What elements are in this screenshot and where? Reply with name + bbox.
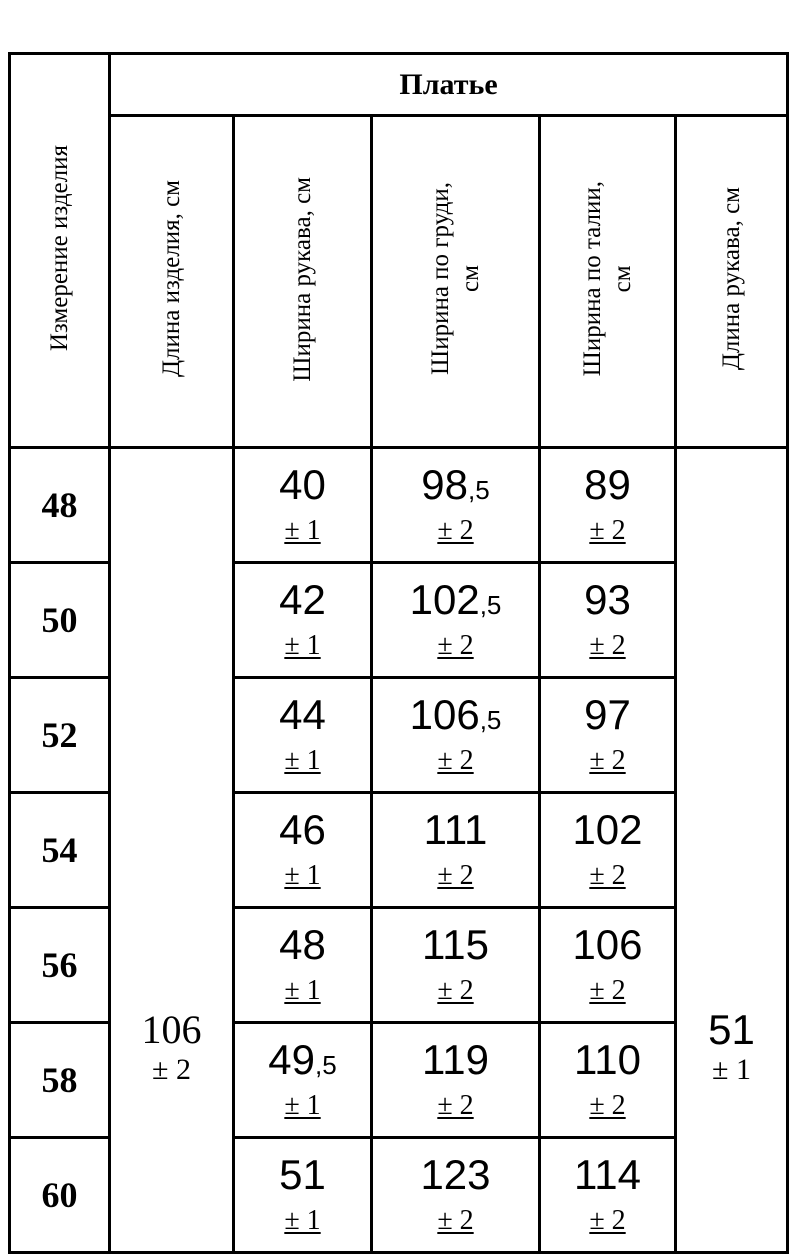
waist-width-tolerance: ± 2 [589, 629, 626, 661]
chest-width-cell [372, 563, 540, 678]
title-row [10, 54, 788, 116]
chest-width-cell [372, 448, 540, 563]
sleeve-width-tolerance: ± 1 [284, 514, 321, 546]
waist-width-cell [540, 1023, 676, 1138]
chest-width-value: 123 [420, 1150, 491, 1198]
chest-width-fraction: ,5 [468, 474, 490, 505]
length-tolerance: ± 2 [152, 1053, 191, 1086]
sleeve-width-tolerance: ± 1 [284, 629, 321, 661]
row-header-cell [10, 54, 110, 448]
sleeve-width-value: 49 [268, 1035, 316, 1083]
column-header-label: Ширина рукава, см [288, 176, 316, 382]
waist-width-tolerance: ± 2 [589, 1089, 626, 1121]
table-row [10, 448, 788, 563]
sleeve-width-cell [234, 793, 372, 908]
length-cell [110, 448, 234, 1253]
waist-width-tolerance: ± 2 [589, 514, 626, 546]
size-cell: 54 [10, 793, 110, 908]
column-header [540, 116, 676, 448]
chest-width-cell [372, 1138, 540, 1253]
chest-width-cell [372, 793, 540, 908]
column-header-label: Длина изделия, см [157, 180, 185, 378]
chest-width-value: 119 [422, 1035, 489, 1083]
sleeve-width-cell [234, 678, 372, 793]
waist-width-tolerance: ± 2 [589, 859, 626, 891]
size-cell: 48 [10, 448, 110, 563]
chest-width-cell [372, 908, 540, 1023]
sleeve-width-value: 44 [279, 690, 326, 738]
waist-width-value: 97 [584, 690, 631, 738]
column-header-label: Ширина по груди, см [426, 182, 484, 376]
size-cell: 58 [10, 1023, 110, 1138]
size-cell: 50 [10, 563, 110, 678]
chest-width-tolerance: ± 2 [437, 1204, 474, 1236]
waist-width-tolerance: ± 2 [589, 744, 626, 776]
sleeve-width-value: 46 [279, 805, 326, 853]
column-header-row [10, 116, 788, 448]
waist-width-cell [540, 1138, 676, 1253]
chest-width-value: 102 [409, 575, 480, 623]
chest-width-tolerance: ± 2 [437, 1089, 474, 1121]
waist-width-value: 110 [574, 1035, 641, 1083]
sleeve-width-cell [234, 563, 372, 678]
chest-width-tolerance: ± 2 [437, 514, 474, 546]
chest-width-value: 111 [423, 805, 488, 853]
column-header [110, 116, 234, 448]
chest-width-tolerance: ± 2 [437, 744, 474, 776]
column-header [372, 116, 540, 448]
sleeve-width-value: 51 [279, 1150, 326, 1198]
chest-width-tolerance: ± 2 [437, 974, 474, 1006]
size-cell: 60 [10, 1138, 110, 1253]
waist-width-cell [540, 678, 676, 793]
sleeve-width-value: 48 [279, 920, 326, 968]
chest-width-value: 106 [409, 690, 480, 738]
sleeve-width-cell [234, 448, 372, 563]
waist-width-cell [540, 793, 676, 908]
chest-width-fraction: ,5 [479, 589, 502, 620]
chest-width-tolerance: ± 2 [437, 859, 474, 891]
column-header [234, 116, 372, 448]
size-cell: 56 [10, 908, 110, 1023]
column-header-label: Длина рукава, см [717, 187, 745, 371]
sleeve-width-tolerance: ± 1 [284, 744, 321, 776]
chest-width-cell [372, 1023, 540, 1138]
waist-width-tolerance: ± 2 [589, 1204, 626, 1236]
waist-width-value: 89 [584, 460, 631, 508]
sleeve-width-cell [234, 908, 372, 1023]
size-table [8, 52, 789, 1254]
column-header-label: Ширина по талии, см [578, 181, 636, 377]
column-header [676, 116, 788, 448]
waist-width-cell [540, 448, 676, 563]
waist-width-value: 106 [572, 920, 643, 968]
chest-width-cell [372, 678, 540, 793]
sleeve-length-tolerance: ± 1 [712, 1053, 752, 1086]
sleeve-width-value: 42 [279, 575, 326, 623]
waist-width-value: 114 [574, 1150, 641, 1198]
sleeve-width-value: 40 [279, 460, 326, 508]
sleeve-width-cell [234, 1023, 372, 1138]
sleeve-length-cell [676, 448, 788, 1253]
chest-width-value: 98 [421, 460, 469, 508]
table-title: Платье [110, 54, 788, 116]
sleeve-length-value: 51 [708, 1006, 755, 1053]
waist-width-value: 102 [572, 805, 643, 853]
chest-width-tolerance: ± 2 [437, 629, 474, 661]
waist-width-cell [540, 908, 676, 1023]
size-chart [8, 52, 786, 1236]
chest-width-fraction: ,5 [479, 704, 502, 735]
row-header-label: Измерение изделия [45, 144, 73, 352]
sleeve-width-tolerance: ± 1 [284, 1204, 321, 1236]
sleeve-width-fraction: ,5 [315, 1049, 337, 1080]
chest-width-value: 115 [422, 920, 489, 968]
size-cell: 52 [10, 678, 110, 793]
length-value: 106 [141, 1007, 202, 1052]
waist-width-tolerance: ± 2 [589, 974, 626, 1006]
sleeve-width-tolerance: ± 1 [284, 859, 321, 891]
waist-width-cell [540, 563, 676, 678]
sleeve-width-tolerance: ± 1 [284, 974, 321, 1006]
waist-width-value: 93 [584, 575, 631, 623]
sleeve-width-cell [234, 1138, 372, 1253]
sleeve-width-tolerance: ± 1 [284, 1089, 321, 1121]
